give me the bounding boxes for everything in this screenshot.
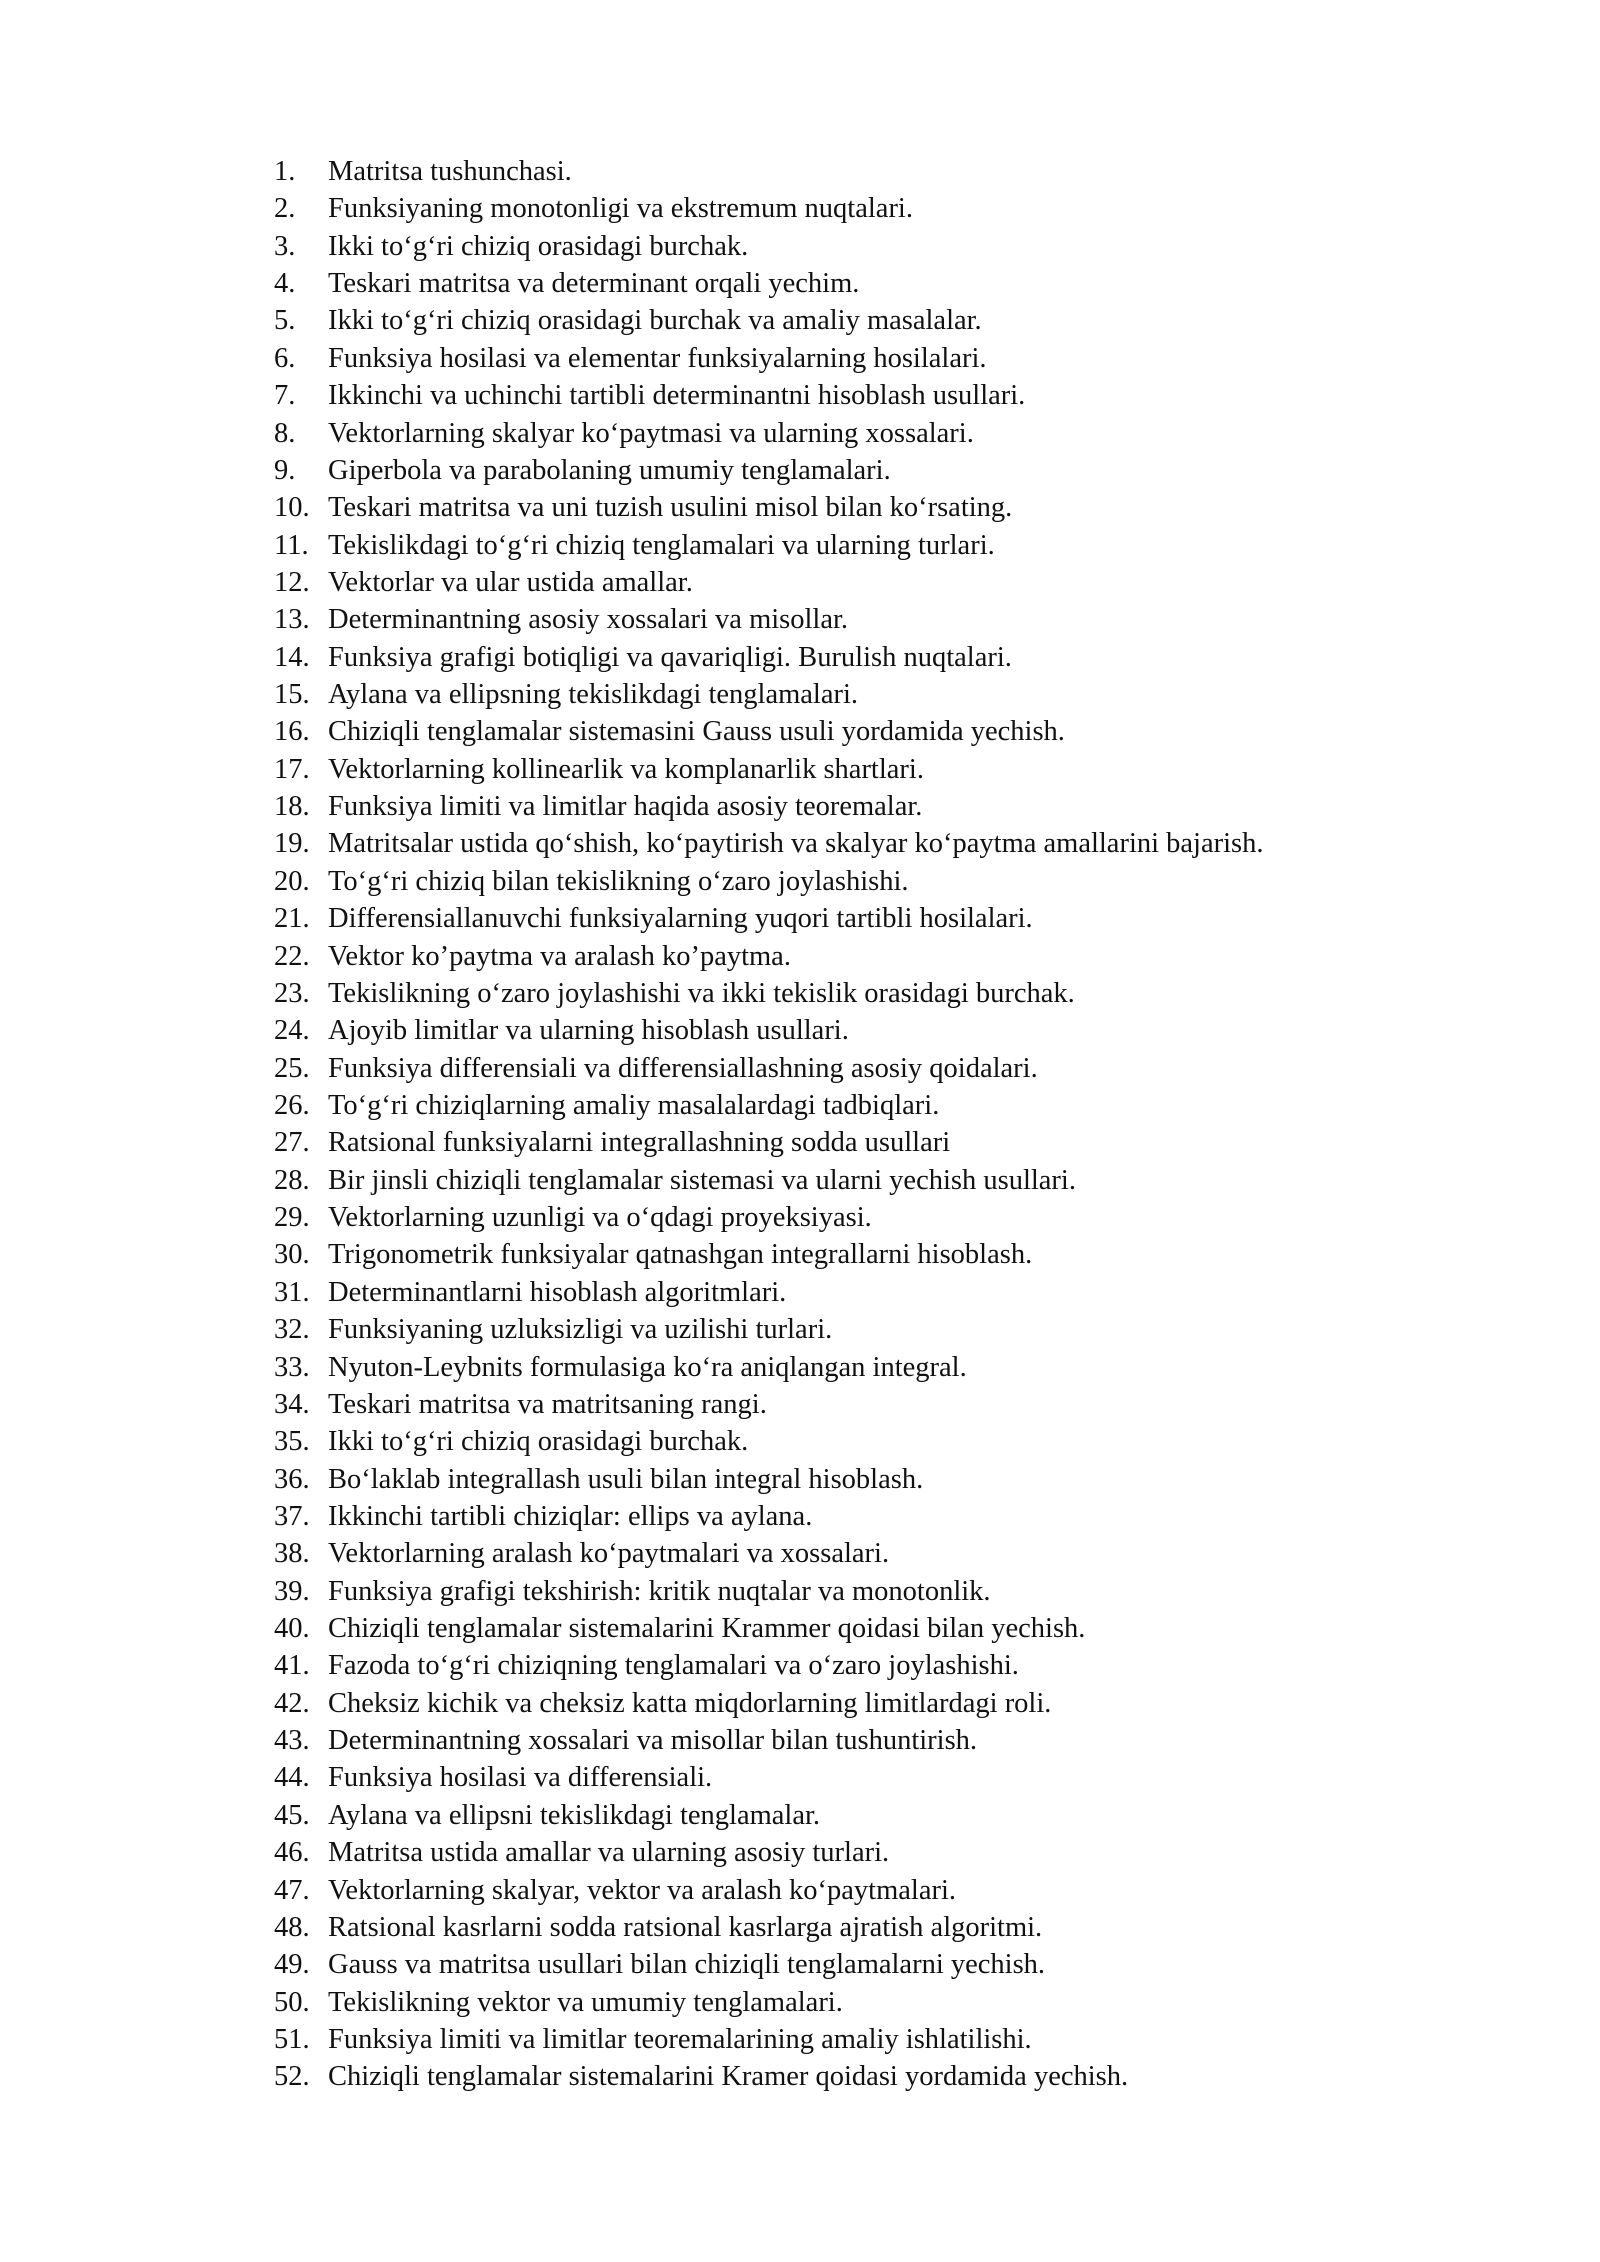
list-item-number: 33. — [274, 1351, 310, 1383]
list-item-number: 52. — [274, 2061, 310, 2093]
list-item-number: 36. — [274, 1463, 310, 1495]
list-item-text: Differensiallanuvchi funksiyalarning yuqori tartibli hosilalari. — [328, 903, 1033, 935]
list-item-text: Matritsalar ustida qo‘shish, ko‘paytirish va skalyar ko‘paytma amallarini bajarish. — [328, 828, 1264, 860]
list-item-number: 49. — [274, 1949, 310, 1981]
list-item-text: Funksiyaning uzluksizligi va uzilishi turlari. — [328, 1314, 833, 1346]
list-item-number: 26. — [274, 1089, 310, 1121]
list-item-text: Gauss va matritsa usullari bilan chiziqli tenglamalarni yechish. — [328, 1949, 1046, 1981]
list-item — [274, 1573, 1264, 1610]
list-item — [274, 825, 1264, 862]
list-item-text: Funksiya differensiali va differensiallashning asosiy qoidalari. — [328, 1052, 1038, 1084]
list-item-text: Ratsional funksiyalarni integrallashning sodda usullari — [328, 1127, 951, 1159]
list-item-number: 48. — [274, 1911, 310, 1943]
list-item — [274, 415, 1264, 452]
list-item-text: Vektorlarning uzunligi va o‘qdagi proyeksiyasi. — [328, 1202, 872, 1234]
list-item-number: 37. — [274, 1500, 310, 1532]
list-item — [274, 1984, 1264, 2021]
list-item-text: Ikkinchi tartibli chiziqlar: ellips va aylana. — [328, 1500, 813, 1532]
list-item-number: 42. — [274, 1687, 310, 1719]
list-item — [274, 1498, 1264, 1535]
list-item-text: Tekislikning vektor va umumiy tenglamalari. — [328, 1986, 843, 2018]
list-item-text: To‘g‘ri chiziq bilan tekislikning o‘zaro joylashishi. — [328, 865, 909, 897]
list-item-text: To‘g‘ri chiziqlarning amaliy masalalardagi tadbiqlari. — [328, 1089, 940, 1121]
list-item — [274, 302, 1264, 339]
list-item-number: 44. — [274, 1762, 310, 1794]
list-item — [274, 2021, 1264, 2058]
list-item-number: 4. — [274, 268, 296, 300]
list-item-number: 23. — [274, 977, 310, 1009]
list-item-text: Aylana va ellipsni tekislikdagi tenglamalar. — [328, 1799, 821, 1831]
list-item — [274, 1124, 1264, 1161]
list-item-number: 31. — [274, 1276, 310, 1308]
list-item — [274, 1423, 1264, 1460]
list-item-text: Cheksiz kichik va cheksiz katta miqdorlarning limitlardagi roli. — [328, 1687, 1052, 1719]
list-item-number: 6. — [274, 342, 296, 374]
list-item-text: Vektorlarning aralash ko‘paytmalari va xossalari. — [328, 1538, 890, 1570]
list-item — [274, 1685, 1264, 1722]
list-item — [274, 2058, 1264, 2095]
list-item — [274, 713, 1264, 750]
list-item — [274, 1050, 1264, 1087]
list-item — [274, 228, 1264, 265]
list-item-number: 7. — [274, 380, 296, 412]
list-item — [274, 1461, 1264, 1498]
list-item-text: Vektorlarning kollinearlik va komplanarlik shartlari. — [328, 753, 924, 785]
list-item-text: Ikki to‘g‘ri chiziq orasidagi burchak. — [328, 1426, 749, 1458]
list-item-number: 47. — [274, 1874, 310, 1906]
list-item-number: 13. — [274, 604, 310, 636]
list-item-number: 19. — [274, 828, 310, 860]
list-item-number: 15. — [274, 679, 310, 711]
list-item — [274, 190, 1264, 227]
list-item-number: 40. — [274, 1613, 310, 1645]
list-item-number: 30. — [274, 1239, 310, 1271]
list-item — [274, 1386, 1264, 1423]
list-item-number: 27. — [274, 1127, 310, 1159]
list-item-text: Ikki to‘g‘ri chiziq orasidagi burchak. — [328, 230, 749, 262]
list-item — [274, 751, 1264, 788]
list-item — [274, 1909, 1264, 1946]
list-item-number: 1. — [274, 156, 296, 187]
list-item-text: Funksiya hosilasi va differensiali. — [328, 1762, 713, 1794]
list-item-number: 25. — [274, 1052, 310, 1084]
list-item — [274, 1797, 1264, 1834]
list-item — [274, 863, 1264, 900]
list-item-text: Vektorlarning skalyar, vektor va aralash ko‘paytmalari. — [328, 1874, 957, 1906]
list-item — [274, 1722, 1264, 1759]
list-item-text: Chiziqli tenglamalar sistemasini Gauss usuli yordamida yechish. — [328, 716, 1065, 748]
list-item-number: 46. — [274, 1837, 310, 1869]
list-item — [274, 1610, 1264, 1647]
list-item-text: Matritsa tushunchasi. — [328, 156, 572, 187]
list-item-text: Determinantning asosiy xossalari va misollar. — [328, 604, 849, 636]
list-item — [274, 1236, 1264, 1273]
list-item-text: Tekislikning o‘zaro joylashishi va ikki tekislik orasidagi burchak. — [328, 977, 1075, 1009]
list-item-number: 24. — [274, 1015, 310, 1047]
list-item-text: Fazoda to‘g‘ri chiziqning tenglamalari va o‘zaro joylashishi. — [328, 1650, 1019, 1682]
list-item-text: Bo‘laklab integrallash usuli bilan integral hisoblash. — [328, 1463, 924, 1495]
list-item-text: Funksiya grafigi botiqligi va qavariqligi. Burulish nuqtalari. — [328, 641, 1012, 673]
list-item-number: 17. — [274, 753, 310, 785]
list-item-number: 12. — [274, 566, 310, 598]
list-item-number: 29. — [274, 1202, 310, 1234]
list-item — [274, 527, 1264, 564]
list-item-text: Ratsional kasrlarni sodda ratsional kasrlarga ajratish algoritmi. — [328, 1911, 1043, 1943]
list-item-number: 20. — [274, 865, 310, 897]
list-item-text: Matritsa ustida amallar va ularning asosiy turlari. — [328, 1837, 890, 1869]
list-item — [274, 676, 1264, 713]
list-item-text: Teskari matritsa va uni tuzish usulini misol bilan ko‘rsating. — [328, 492, 1013, 524]
list-item-text: Ajoyib limitlar va ularning hisoblash usullari. — [328, 1015, 849, 1047]
list-item — [274, 601, 1264, 638]
list-item-number: 3. — [274, 230, 296, 262]
list-item-text: Tekislikdagi to‘g‘ri chiziq tenglamalari va ularning turlari. — [328, 529, 995, 561]
list-item — [274, 1162, 1264, 1199]
list-item-number: 11. — [274, 529, 309, 561]
list-item — [274, 1199, 1264, 1236]
list-item — [274, 1012, 1264, 1049]
list-item-text: Funksiya limiti va limitlar haqida asosiy teoremalar. — [328, 791, 923, 823]
list-item-number: 22. — [274, 940, 310, 972]
list-item-number: 32. — [274, 1314, 310, 1346]
list-item — [274, 639, 1264, 676]
list-item — [274, 1946, 1264, 1983]
list-item — [274, 1872, 1264, 1909]
list-item-text: Bir jinsli chiziqli tenglamalar sistemasi va ularni yechish usullari. — [328, 1164, 1076, 1196]
list-item — [274, 1274, 1264, 1311]
list-item-text: Vektor ko’paytma va aralash ko’paytma. — [328, 940, 791, 972]
list-item-number: 51. — [274, 2023, 310, 2055]
list-item-text: Teskari matritsa va determinant orqali yechim. — [328, 268, 860, 300]
list-item-number: 43. — [274, 1725, 310, 1757]
list-item-text: Funksiyaning monotonligi va ekstremum nuqtalari. — [328, 193, 913, 225]
list-item-text: Ikki to‘g‘ri chiziq orasidagi burchak va amaliy masalalar. — [328, 305, 982, 337]
list-item-number: 41. — [274, 1650, 310, 1682]
list-item — [274, 1311, 1264, 1348]
list-item — [274, 1349, 1264, 1386]
list-item — [274, 1647, 1264, 1684]
list-item — [274, 452, 1264, 489]
list-item-number: 18. — [274, 791, 310, 823]
list-item-number: 50. — [274, 1986, 310, 2018]
list-item-text: Teskari matritsa va matritsaning rangi. — [328, 1388, 767, 1420]
list-item-text: Determinantlarni hisoblash algoritmlari. — [328, 1276, 787, 1308]
list-item-text: Trigonometrik funksiyalar qatnashgan integrallarni hisoblash. — [328, 1239, 1033, 1271]
list-item-text: Vektorlarning skalyar ko‘paytmasi va ularning xossalari. — [328, 417, 974, 449]
list-item — [274, 489, 1264, 526]
list-item-text: Nyuton-Leybnits formulasiga ko‘ra aniqlangan integral. — [328, 1351, 967, 1383]
list-item-text: Funksiya limiti va limitlar teoremalarining amaliy ishlatilishi. — [328, 2023, 1032, 2055]
list-item-number: 5. — [274, 305, 296, 337]
list-item-number: 28. — [274, 1164, 310, 1196]
list-item-text: Chiziqli tenglamalar sistemalarini Krammer qoidasi bilan yechish. — [328, 1613, 1086, 1645]
list-item — [274, 1087, 1264, 1124]
list-item-text: Ikkinchi va uchinchi tartibli determinantni hisoblash usullari. — [328, 380, 1026, 412]
list-item — [274, 1834, 1264, 1871]
list-item-number: 45. — [274, 1799, 310, 1831]
list-item-text: Funksiya grafigi tekshirish: kritik nuqtalar va monotonlik. — [328, 1575, 991, 1607]
list-item-number: 21. — [274, 903, 310, 935]
list-item — [274, 900, 1264, 937]
list-item-text: Giperbola va parabolaning umumiy tenglamalari. — [328, 454, 891, 486]
list-item-text: Vektorlar va ular ustida amallar. — [328, 566, 693, 598]
list-item-text: Chiziqli tenglamalar sistemalarini Kramer qoidasi yordamida yechish. — [328, 2061, 1129, 2093]
list-item — [274, 788, 1264, 825]
list-item — [274, 564, 1264, 601]
list-item-number: 16. — [274, 716, 310, 748]
list-item — [274, 1535, 1264, 1572]
list-item-number: 38. — [274, 1538, 310, 1570]
list-item-number: 34. — [274, 1388, 310, 1420]
list-item-number: 9. — [274, 454, 296, 486]
list-item — [274, 153, 1264, 190]
list-item — [274, 975, 1264, 1012]
list-item — [274, 340, 1264, 377]
topic-list — [274, 153, 1264, 2096]
list-item-number: 14. — [274, 641, 310, 673]
list-item-text: Funksiya hosilasi va elementar funksiyalarning hosilalari. — [328, 342, 987, 374]
list-item — [274, 938, 1264, 975]
list-item — [274, 265, 1264, 302]
list-item — [274, 377, 1264, 414]
list-item-number: 10. — [274, 492, 310, 524]
list-item — [274, 1759, 1264, 1796]
list-item-number: 35. — [274, 1426, 310, 1458]
list-item-text: Determinantning xossalari va misollar bilan tushuntirish. — [328, 1725, 978, 1757]
list-item-number: 8. — [274, 417, 296, 449]
list-item-number: 39. — [274, 1575, 310, 1607]
list-item-text: Aylana va ellipsning tekislikdagi tenglamalari. — [328, 679, 859, 711]
list-item-number: 2. — [274, 193, 296, 225]
